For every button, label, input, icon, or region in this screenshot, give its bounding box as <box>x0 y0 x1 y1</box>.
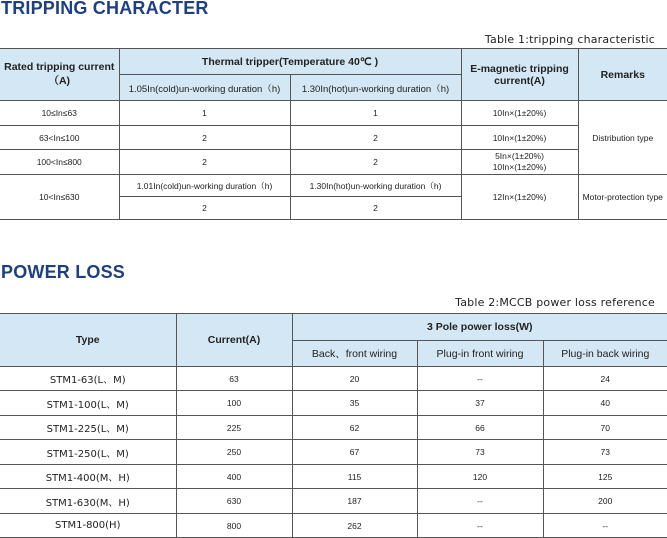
pole-power-loss-header: 3 Pole power loss(W) <box>292 314 667 341</box>
table-row <box>0 101 667 126</box>
plugin-front-cell: 66 <box>417 416 543 440</box>
emag-current-line: 10In×(1±20%) <box>492 162 547 172</box>
back-front-cell: 67 <box>292 440 417 465</box>
power-loss-title: POWER LOSS <box>1 262 126 282</box>
remarks-header: Remarks <box>578 49 667 101</box>
table-row <box>0 367 667 391</box>
current-cell: 63 <box>176 367 292 391</box>
type-cell: STM1-100(L、M) <box>0 391 176 416</box>
hot-duration-cell: 2 <box>290 126 461 150</box>
emag-current-cell <box>461 150 578 175</box>
rated-range-cell: 63<In≤100 <box>0 126 119 150</box>
distribution-type-remark: Distribution type <box>578 101 667 175</box>
plugin-back-cell: 73 <box>543 440 667 465</box>
current-cell: 100 <box>176 391 292 416</box>
plugin-front-cell: -- <box>417 514 543 538</box>
current-cell: 630 <box>176 489 292 514</box>
motor-cold-duration-cell: 2 <box>119 197 290 220</box>
cold-duration-cell: 2 <box>119 150 290 175</box>
back-front-cell: 20 <box>292 367 417 391</box>
table-row <box>0 440 667 465</box>
motor-rated-range-cell: 10<In≤630 <box>0 175 119 220</box>
plugin-front-wiring-header: Plug-in front wiring <box>417 341 543 367</box>
table-row <box>0 514 667 538</box>
table-row <box>0 489 667 514</box>
back-front-wiring-header: Back、front wiring <box>292 341 417 367</box>
table-row <box>0 391 667 416</box>
type-cell: STM1-250(L、M) <box>0 440 176 465</box>
back-front-cell: 35 <box>292 391 417 416</box>
thermal-tripper-header: Thermal tripper(Temperature 40℃ ) <box>119 49 461 75</box>
table-row <box>0 150 667 175</box>
plugin-back-cell: 24 <box>543 367 667 391</box>
back-front-cell: 115 <box>292 465 417 489</box>
current-header: Current(A) <box>176 314 292 367</box>
rated-tripping-current-header: Rated tripping current（A) <box>0 49 119 101</box>
hot-duration-cell: 2 <box>290 150 461 175</box>
current-cell: 225 <box>176 416 292 440</box>
hot-duration-cell: 1 <box>290 101 461 126</box>
motor-emag-current-cell: 12In×(1±20%) <box>461 175 578 220</box>
table-row <box>0 416 667 440</box>
type-cell: STM1-630(M、H) <box>0 489 176 514</box>
plugin-front-cell: 37 <box>417 391 543 416</box>
table-row <box>0 175 667 197</box>
motor-protection-remark: Motor-protection type <box>578 175 667 220</box>
current-cell: 250 <box>176 440 292 465</box>
type-cell: STM1-225(L、M) <box>0 416 176 440</box>
motor-hot-duration-cell: 2 <box>290 197 461 220</box>
back-front-cell: 62 <box>292 416 417 440</box>
type-cell: STM1-800(H) <box>0 514 176 538</box>
thermal-hot-header: 1.30In(hot)un-working duration（h) <box>290 75 461 101</box>
thermal-cold-header: 1.05In(cold)un-working duration（h) <box>119 75 290 101</box>
table1-caption: Table 1:tripping characteristic <box>484 33 655 46</box>
table-row <box>0 126 667 150</box>
plugin-back-cell: 125 <box>543 465 667 489</box>
back-front-cell: 262 <box>292 514 417 538</box>
emag-current-cell: 10In×(1±20%) <box>461 101 578 126</box>
back-front-cell: 187 <box>292 489 417 514</box>
table2-caption: Table 2:MCCB power loss reference <box>455 296 655 309</box>
emag-tripping-current-header: E-magnetic tripping current(A) <box>461 49 578 101</box>
type-cell: STM1-400(M、H) <box>0 465 176 489</box>
emag-current-line: 5In×(1±20%) <box>495 151 544 161</box>
cold-duration-cell: 1 <box>119 101 290 126</box>
power-loss-table <box>0 313 667 538</box>
table-row <box>0 465 667 489</box>
motor-cold-label-cell: 1.01In(cold)un-working duration（h) <box>119 175 290 197</box>
emag-current-cell: 10In×(1±20%) <box>461 126 578 150</box>
cold-duration-cell: 2 <box>119 126 290 150</box>
tripping-character-title: TRIPPING CHARACTER <box>1 0 209 18</box>
plugin-front-cell: 120 <box>417 465 543 489</box>
plugin-back-wiring-header: Plug-in back wiring <box>543 341 667 367</box>
type-header: Type <box>0 314 176 367</box>
plugin-front-cell: -- <box>417 367 543 391</box>
current-cell: 400 <box>176 465 292 489</box>
type-cell: STM1-63(L、M) <box>0 367 176 391</box>
plugin-front-cell: -- <box>417 489 543 514</box>
plugin-back-cell: 40 <box>543 391 667 416</box>
motor-hot-label-cell: 1.30In(hot)un-working duration（h) <box>290 175 461 197</box>
plugin-back-cell: 70 <box>543 416 667 440</box>
plugin-back-cell: -- <box>543 514 667 538</box>
current-cell: 800 <box>176 514 292 538</box>
plugin-back-cell: 200 <box>543 489 667 514</box>
rated-range-cell: 10≤In≤63 <box>0 101 119 126</box>
rated-range-cell: 100<In≤800 <box>0 150 119 175</box>
plugin-front-cell: 73 <box>417 440 543 465</box>
tripping-characteristic-table <box>0 48 667 220</box>
